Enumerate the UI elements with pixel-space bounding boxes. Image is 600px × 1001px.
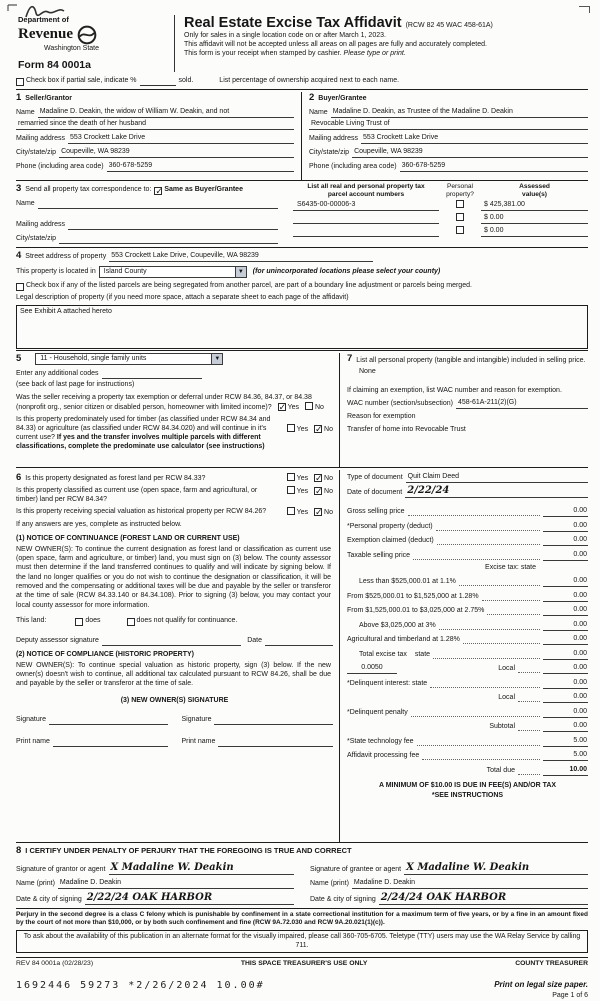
chevron-down-icon: ▼	[211, 354, 222, 364]
buyer-city-label: City/state/zip	[309, 149, 350, 157]
buyer-phone-label: Phone (including area code)	[309, 163, 397, 171]
doc-type-field[interactable]: Quit Claim Deed	[406, 473, 588, 483]
same-as-buyer-label: Same as Buyer/Grantee	[164, 186, 243, 194]
doc-date-label: Date of document	[347, 488, 403, 496]
personal-property-row	[347, 353, 588, 365]
if-yes-note: If any answers are yes, complete as instructed below.	[16, 520, 182, 528]
signature-columns	[16, 859, 588, 905]
q2-yes-checkbox[interactable]	[287, 424, 295, 432]
seller-exemption-answer: ✓Yes No	[278, 402, 324, 413]
seller-name-label: Name	[16, 109, 35, 117]
tier4-row: Above $3,025,000 at 3% 0.00	[359, 620, 587, 629]
exemption-deduct-value[interactable]: 0.00	[543, 536, 588, 546]
new-owner-signature-field-2[interactable]	[214, 715, 333, 725]
new-owner-signature-2: Signature	[182, 715, 334, 725]
grantee-signature-field[interactable]: X Madaline W. Deakin	[404, 863, 588, 875]
grantee-name-row	[310, 879, 588, 889]
doc-date-field[interactable]: 2/22/24	[405, 486, 588, 498]
buyer-phone-field[interactable]: 360-678-5259	[400, 162, 588, 172]
partial-sale-row	[16, 77, 588, 86]
scan-corner-mark	[579, 6, 590, 13]
seller-number: 1	[16, 91, 22, 103]
county-treasurer-label: COUNTY TREASURER	[515, 960, 588, 968]
taxable-row: Taxable selling price 0.00	[347, 550, 587, 559]
deputy-assessor-label: Deputy assessor signature	[16, 636, 99, 644]
tier2-value[interactable]: 0.00	[543, 592, 588, 602]
washington-state-label: Washington State	[44, 44, 99, 52]
revenue-wordmark: Revenue	[18, 26, 73, 43]
buyer-title: Buyer/Grantee	[318, 94, 367, 102]
same-as-buyer-checkbox[interactable]: ✓	[155, 186, 163, 197]
dor-logo-icon	[77, 25, 97, 45]
footer-row	[16, 957, 588, 969]
segregated-label: Check box if any of the listed parcels are being segregated from another parcel, are part of a boundary line adjustment or parcels being merged.	[26, 282, 472, 290]
grantee-signature-block	[310, 859, 588, 905]
grantee-date-field[interactable]: 2/24/24 OAK HARBOR	[379, 893, 588, 905]
partial-sale-label: Check box if partial sale, indicate %	[26, 77, 137, 85]
parcel-row	[293, 224, 588, 237]
local-rate-row: 0.0050 Local 0.00	[347, 660, 588, 675]
parcel-personal-checkbox[interactable]	[456, 226, 464, 234]
personal-deduct-value[interactable]: 0.00	[543, 522, 588, 532]
seller-name-field[interactable]: Madaline D. Deakin, the widow of William W. Deakin, and not	[38, 108, 294, 118]
buyer-name-field-2[interactable]: Revocable Living Trust of	[309, 120, 588, 130]
form-number: Form 84 0001a	[18, 58, 91, 71]
department-of-label: Department of	[18, 15, 69, 24]
deputy-assessor-signature-field[interactable]	[102, 636, 241, 646]
parcel-numbers-header: List all real and personal property tax parcel account numbers	[307, 182, 425, 198]
section-1-2	[16, 89, 588, 180]
delinq-interest-value[interactable]: 0.00	[543, 679, 588, 689]
additional-codes-note: (see back of last page for instructions)	[16, 381, 135, 389]
additional-codes-label: Enter any additional codes	[16, 370, 99, 378]
timber-use-answer: Yes ✓No	[287, 424, 333, 434]
cashier-stamp: 1692446 59273 *2/26/2024 10.00#	[16, 979, 265, 991]
reason-field[interactable]: Transfer of home into Revocable Trust	[347, 426, 466, 433]
accessibility-notice: To ask about the availability of this publication in an alternate format for the visually impaired, please call 360-705-6705. Teletype (TTY) users may use the WA Relay Service by calling 711.	[16, 930, 588, 953]
land-does-not-checkbox[interactable]	[127, 618, 135, 626]
use-code-row	[16, 353, 333, 365]
assessed-value-header: Assessed value(s)	[519, 182, 550, 198]
does-label: does	[85, 616, 101, 624]
additional-codes-row	[16, 369, 333, 379]
correspondence-mailing-row	[16, 220, 278, 230]
doc-type-row	[347, 473, 588, 483]
grantor-name-label: Name (print)	[16, 880, 55, 888]
send-correspondence-label: Send all property tax correspondence to:	[25, 186, 152, 194]
processing-fee-row: Affidavit processing fee 5.00	[347, 751, 587, 760]
page-number: Page 1 of 6	[552, 991, 588, 999]
title-row	[184, 15, 588, 31]
assessed-value-field[interactable]: $ 0.00	[481, 214, 588, 224]
correspondence-city-label: City/state/zip	[16, 235, 57, 243]
parcel-row	[293, 211, 588, 224]
historic-question	[16, 507, 333, 517]
certify-label: I CERTIFY UNDER PENALTY OF PERJURY THAT THE FOREGOING IS TRUE AND CORRECT	[25, 845, 352, 855]
grantor-date-field[interactable]: 2/22/24 OAK HARBOR	[85, 893, 294, 905]
delinq-penalty-value[interactable]: 0.00	[543, 708, 588, 718]
seller-mailing-row	[16, 134, 294, 144]
parcel-number-field[interactable]	[293, 223, 439, 224]
new-owner-print-2: Print name	[182, 737, 334, 747]
deputy-date-label: Date	[247, 636, 262, 644]
parcel-personal-cell	[439, 213, 481, 224]
timber-use-text-bold: If yes and the transfer involves multiple parcels with different classifications, complete the predominate use calculator (see instructions)	[16, 434, 265, 451]
correspondence-city-field[interactable]	[59, 234, 278, 244]
parcel-personal-cell	[439, 200, 481, 211]
section-4	[16, 247, 588, 350]
section-5-7	[16, 350, 588, 467]
grantee-date-row	[310, 893, 588, 905]
wac-row	[347, 399, 588, 409]
notice1-title: (1) NOTICE OF CONTINUANCE (FOREST LAND OR CURRENT USE)	[16, 534, 240, 542]
correspondence-name-field[interactable]	[38, 199, 278, 209]
legal-description-field[interactable]: See Exhibit A attached hereto	[16, 305, 588, 349]
legal-description-label: Legal description of property (if you need more space, attach a separate sheet to each page of the affidavit)	[16, 294, 349, 302]
doc-date-row	[347, 486, 588, 498]
current-use-text: Is this property classified as current use (open space, farm and agricultural, or timber) land per RCW 84.34?	[16, 486, 258, 503]
buyer-mailing-label: Mailing address	[309, 135, 359, 143]
subtotal-value[interactable]: 0.00	[543, 722, 588, 732]
exemption-deduct-row: Exemption claimed (deduct) 0.00	[347, 536, 587, 545]
partial-sale-checkbox[interactable]	[16, 78, 24, 86]
correspondence-block	[16, 183, 286, 247]
perjury-lead: Perjury in the second degree	[16, 911, 107, 919]
bottom-row	[16, 980, 588, 1001]
parcel-table	[286, 183, 588, 247]
buyer-mailing-field[interactable]: 553 Crockett Lake Drive	[361, 134, 588, 144]
s6q3-yes-checkbox[interactable]	[287, 507, 295, 515]
tier3-value[interactable]: 0.00	[543, 606, 588, 616]
tax-computation	[340, 470, 588, 842]
local-value[interactable]: 0.00	[543, 664, 588, 674]
correspondence-mailing-label: Mailing address	[16, 221, 66, 229]
page-note-block	[494, 980, 588, 1001]
see-instructions-note: *SEE INSTRUCTIONS	[431, 791, 504, 799]
correspondence-city-row	[16, 234, 278, 244]
this-land-label: This land:	[16, 616, 47, 624]
header-note-2: This affidavit will not be accepted unless all areas on all pages are fully and accurately completed.	[184, 41, 487, 48]
delinq-local-row: Local 0.00	[498, 693, 587, 702]
additional-codes-field[interactable]	[102, 369, 202, 379]
taxable-value[interactable]: 0.00	[543, 551, 588, 561]
scan-scribble	[4, 1, 94, 23]
agri-value[interactable]: 0.00	[543, 635, 588, 645]
processing-fee-value[interactable]: 5.00	[543, 751, 588, 761]
county-dropdown[interactable]	[99, 266, 247, 278]
chevron-down-icon: ▼	[235, 267, 246, 277]
partial-sale-sold-label: sold.	[178, 77, 194, 85]
notice2-title: (2) NOTICE OF COMPLIANCE (HISTORIC PROPERTY)	[16, 650, 194, 658]
seller-city-label: City/state/zip	[16, 149, 57, 157]
section-6	[16, 470, 340, 842]
total-due-value[interactable]: 10.00	[543, 766, 588, 776]
use-code-dropdown[interactable]	[35, 353, 223, 365]
section-6-tax	[16, 467, 588, 842]
tier3-row: From $1,525,000.01 to $3,025,000 at 2.75% 0.00	[347, 606, 587, 615]
exemption-note: If claiming an exemption, list WAC number and reason for exemption.	[347, 387, 562, 395]
wac-field[interactable]: 458-61A-211(2)(G)	[456, 399, 588, 409]
notice3-title: (3) NEW OWNER(S) SIGNATURE	[120, 696, 229, 704]
grantee-signature-label: Signature of grantee or agent	[310, 866, 402, 874]
subtotal-row: Subtotal 0.00	[489, 722, 587, 731]
seller-exemption-question	[16, 393, 333, 412]
section-3	[16, 180, 588, 247]
grantor-date-label: Date & city of signing	[16, 896, 82, 904]
seller-title: Seller/Grantor	[25, 94, 72, 102]
grantor-name-row	[16, 879, 294, 889]
logo-row	[18, 25, 170, 45]
historic-text: Is this property receiving special valuation as historical property per RCW 84.26?	[16, 507, 267, 515]
parcel-number-field[interactable]: S6435-00-00006-3	[293, 201, 439, 211]
grantor-date-row	[16, 893, 294, 905]
correspondence-name-label: Name	[16, 200, 35, 208]
partial-sale-percent-field[interactable]	[140, 77, 176, 86]
wac-label: WAC number (section/subsection)	[347, 400, 453, 408]
section-8	[16, 842, 588, 905]
section3-number: 3	[16, 182, 22, 194]
q1-no-checkbox[interactable]	[305, 402, 313, 410]
parcel-personal-checkbox[interactable]	[456, 213, 464, 221]
buyer-number: 2	[309, 91, 315, 103]
q1-yes-checkbox[interactable]: ✓	[278, 402, 287, 413]
delinq-local-value[interactable]: 0.00	[543, 693, 588, 703]
segregated-checkbox[interactable]	[16, 283, 24, 291]
section-seller	[16, 92, 302, 180]
tech-fee-row: *State technology fee 5.00	[347, 736, 587, 745]
seller-name-row	[16, 108, 294, 118]
perjury-notice	[16, 908, 588, 927]
tier4-value[interactable]: 0.00	[543, 621, 588, 631]
section-buyer	[302, 92, 588, 180]
located-in-label: This property is located in	[16, 267, 96, 275]
timber-use-text: Is this property predominately used for timber (as classified under RCW 84.34 and 84.33) or agriculture (as classified under RCW 84.34.020) and will continue in it's current use?	[16, 416, 271, 442]
land-does-checkbox[interactable]	[75, 618, 83, 626]
form-title: Real Estate Excise Tax Affidavit	[184, 15, 402, 31]
new-owner-signature-1: Signature	[16, 715, 168, 725]
forest-land-text: 6 Is this property designated as forest land per RCW 84.33?	[16, 471, 206, 483]
grantee-date-label: Date & city of signing	[310, 896, 376, 904]
section7-number: 7	[347, 352, 353, 364]
correspondence-mailing-field[interactable]	[68, 220, 278, 230]
new-owner-print-1: Print name	[16, 737, 168, 747]
deputy-date-field[interactable]	[265, 636, 333, 646]
seller-name-field-2[interactable]: remarried since the death of her husband	[16, 120, 294, 130]
delinq-interest-row: *Delinquent interest: state 0.00	[347, 678, 587, 687]
personal-property-label: List all personal property (tangible and intangible) included in selling price.	[356, 357, 586, 365]
grantee-name-label: Name (print)	[310, 880, 349, 888]
parcel-number-field[interactable]	[293, 236, 439, 237]
section5-number: 5	[16, 352, 22, 364]
seller-mailing-field[interactable]: 553 Crockett Lake Drive	[68, 134, 294, 144]
tier1-value[interactable]: 0.00	[543, 577, 588, 587]
header-note-1: Only for sales in a single location code on or after March 1, 2023.	[184, 32, 386, 39]
delinq-penalty-row: *Delinquent penalty 0.00	[347, 707, 587, 716]
agri-row: Agricultural and timberland at 1.28% 0.00	[347, 635, 587, 644]
forest-land-answer: Yes ✓No	[287, 473, 333, 483]
total-due-row: Total due 10.00	[486, 765, 587, 774]
gross-row: Gross selling price 0.00	[347, 507, 587, 516]
s6q1-no-checkbox[interactable]: ✓	[315, 472, 323, 483]
section-5	[16, 353, 340, 467]
new-owner-signature-field-1[interactable]	[49, 715, 168, 725]
timber-use-question	[16, 415, 333, 451]
county-note: (for unincorporated locations please select your county)	[252, 267, 441, 275]
new-owner-signature-row	[16, 715, 333, 725]
title-block	[174, 15, 588, 72]
historic-answer: Yes ✓No	[287, 507, 333, 517]
notice1-body: NEW OWNER(S): To continue the current designation as forest land or classification as current use (open space, farm and agriculture, or timber) land, you must sign on (3) below. The county assessor must then determine if the land transferred continues to qualify and will indicate by signing below. If the land no longer qualifies or you do not wish to continue the designation or classification, it will be removed and the compensating or additional taxes will be due and payable by the seller or transferor at the time of sale (RCW 84.33.140 or 84.34.108). Prior to signing (3) below, you may contact your local county assessor for more information.	[16, 545, 331, 609]
new-owner-print-field-2[interactable]	[218, 737, 333, 747]
county-dropdown-value: Island County	[103, 268, 147, 276]
header-note-3b: Please type or print.	[343, 50, 406, 57]
buyer-heading	[309, 92, 588, 104]
local-rate-field[interactable]: 0.0050	[347, 664, 397, 674]
segregated-row	[16, 282, 588, 291]
tier2-row: From $525,000.01 to $1,525,000 at 1.28% 0.00	[347, 591, 587, 600]
current-use-question	[16, 486, 333, 504]
does-not-label: does not qualify for continuance.	[136, 616, 238, 624]
s6q2-no-checkbox[interactable]: ✓	[315, 485, 323, 496]
seller-heading	[16, 92, 294, 104]
seller-phone-field[interactable]: 360-678-5259	[107, 162, 294, 172]
correspondence-row	[16, 183, 278, 195]
grantor-signature-block	[16, 859, 294, 905]
street-address-field[interactable]: 553 Crockett Lake Drive, Coupeville, WA 98239	[109, 252, 373, 262]
assessed-value-field[interactable]: $ 0.00	[481, 227, 588, 237]
personal-property-header: Personal property?	[446, 182, 474, 198]
deputy-assessor-row	[16, 636, 333, 646]
buyer-mailing-row	[309, 134, 588, 144]
minimum-due-note: A MINIMUM OF $10.00 IS DUE IN FEE(S) AND/OR TAX	[378, 781, 557, 789]
assessed-value-field[interactable]: $ 425,381.00	[481, 201, 588, 211]
excise-header-row: Excise tax: state	[485, 563, 536, 571]
print-note: Print on legal size paper.	[494, 979, 588, 989]
total-state-value[interactable]: 0.00	[543, 650, 588, 660]
use-code-value: 11 - Household, single family units	[40, 355, 147, 363]
grantor-signature-label: Signature of grantor or agent	[16, 866, 106, 874]
s6q2-yes-checkbox[interactable]	[287, 486, 295, 494]
buyer-phone-row	[309, 162, 588, 172]
buyer-name-row	[309, 108, 588, 118]
parcel-row	[293, 198, 588, 211]
current-use-answer: Yes ✓No	[287, 486, 333, 504]
header-note-3a: This form is your receipt when stamped by cashier.	[184, 50, 342, 57]
buyer-name-label: Name	[309, 109, 328, 117]
grantee-name-field[interactable]: Madaline D. Deakin	[352, 879, 588, 889]
street-address-label: Street address of property	[25, 253, 107, 261]
forest-land-question	[16, 473, 333, 483]
notice2-body: NEW OWNER(S): To continue special valuation as historic property, sign (3) below. If the new owner(s) doesn't wish to continue, all additional tax calculated pursuant to RCW 84.26, shall be due and payable by the seller or transferor at the time of sale.	[16, 661, 331, 688]
buyer-name-field[interactable]: Madaline D. Deakin, as Trustee of the Madaline D. Deakin	[331, 108, 588, 118]
grantor-signature-row	[16, 863, 294, 875]
q2-no-checkbox[interactable]: ✓	[315, 424, 323, 435]
tier1-row: Less than $525,000.01 at 1.1% 0.00	[359, 577, 587, 586]
s6q3-no-checkbox[interactable]: ✓	[315, 506, 323, 517]
section8-number: 8	[16, 844, 22, 856]
personal-deduct-row: *Personal property (deduct) 0.00	[347, 521, 587, 530]
seller-exemption-text: Was the seller receiving a property tax exemption or deferral under RCW 84.36, 84.37, or 84.38 (nonprofit org., senior citizen or disabled person, homeowner with limited income)?	[16, 394, 312, 412]
section-7	[340, 353, 588, 467]
header-note-3	[184, 49, 588, 58]
new-owner-print-row	[16, 737, 333, 747]
parcel-table-header	[293, 183, 588, 198]
agency-block	[16, 15, 170, 72]
new-owner-print-field-1[interactable]	[53, 737, 168, 747]
treasurer-space-label: THIS SPACE TREASURER'S USE ONLY	[240, 960, 368, 968]
rev-number: REV 84 0001a (02/28/23)	[16, 960, 94, 968]
total-state-row: Total excise tax state 0.00	[359, 649, 587, 658]
grantee-signature-row	[310, 863, 588, 875]
buyer-city-row	[309, 148, 588, 158]
perjury-rest: is a class C felony which is punishable by confinement in a state correctional institution for a maximum term of five years, or by a fine in an amount fixed by the court of not more than $10,000, or by both such confinement and fine (RCW 9A.72.030 and RCW 9A.20.021(1)(c)).	[16, 911, 588, 927]
section4-number: 4	[16, 249, 22, 261]
personal-property-value[interactable]: None	[359, 368, 376, 376]
county-row	[16, 266, 588, 278]
ownership-note: List percentage of ownership acquired next to each name.	[219, 77, 400, 85]
certify-heading	[16, 845, 588, 857]
seller-city-row	[16, 148, 294, 158]
reason-label: Reason for exemption	[347, 413, 416, 421]
parcel-personal-cell	[439, 226, 481, 237]
correspondence-name-row	[16, 199, 278, 209]
seller-mailing-label: Mailing address	[16, 135, 66, 143]
form-title-rcw: (RCW 82 45 WAC 458-61A)	[405, 22, 493, 29]
grantor-signature-field[interactable]: X Madaline W. Deakin	[109, 863, 294, 875]
form-header	[16, 2, 588, 75]
doc-type-label: Type of document	[347, 474, 403, 482]
seller-phone-label: Phone (including area code)	[16, 163, 104, 171]
s6q1-yes-checkbox[interactable]	[287, 473, 295, 481]
gross-value[interactable]: 0.00	[543, 507, 588, 517]
buyer-city-field[interactable]: Coupeville, WA 98239	[352, 148, 588, 158]
tech-fee-value[interactable]: 5.00	[543, 737, 588, 747]
seller-city-field[interactable]: Coupeville, WA 98239	[59, 148, 294, 158]
seller-phone-row	[16, 162, 294, 172]
continuance-row	[16, 617, 333, 626]
parcel-personal-checkbox[interactable]	[456, 200, 464, 208]
grantor-name-field[interactable]: Madaline D. Deakin	[58, 879, 294, 889]
street-address-row	[16, 250, 588, 262]
